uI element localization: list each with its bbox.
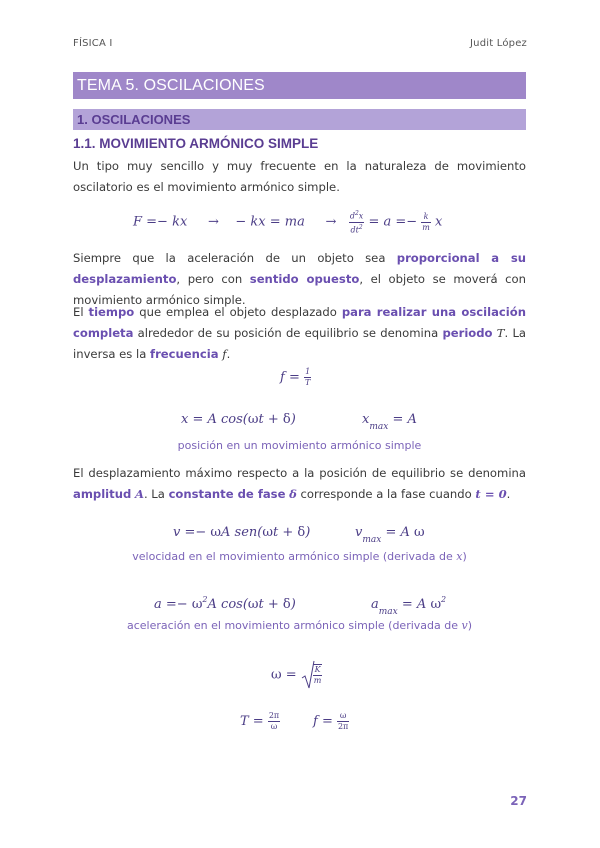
equation-frequency-omega: f = $\frac{\omega}{2\pi}$ — [313, 711, 349, 731]
equation-acceleration: $a =- \omega^2A$ cos(ωt + δ) — [154, 595, 296, 612]
equation-velocity: v =− ωA sen(ωt + δ) — [173, 525, 311, 540]
equation-position: x = A cos(ωt + δ) — [181, 412, 296, 427]
equation-max-position: $x_{max} = A$ — [362, 412, 417, 432]
equation-frequency: f = $\frac{1}{T}$ — [280, 367, 311, 387]
equation-angular-frequency: ω = $\frac{K}{m}$ — [271, 660, 322, 690]
equation-max-acceleration: $a_{max} = A$ $\omega^2$ — [371, 595, 447, 617]
caption-acceleration: aceleración en el movimiento armónico simple (derivada de v) — [126, 619, 473, 632]
chapter-title: TEMA 5. OSCILACIONES — [73, 72, 526, 99]
period-paragraph: El tiempo que emplea el objeto desplazado para realizar una oscilación completa alrededor de su posición de equilibrio se denomina periodo T. La inversa es la frecuencia f. — [73, 305, 527, 361]
amplitude-paragraph: El desplazamiento máximo respecto a la posición de equilibrio se denomina amplitud A. La constante de fase δ corresponde a la fase cuando t = 0. — [73, 466, 526, 501]
intro-paragraph: Un tipo muy sencillo y muy frecuente en la naturaleza de movimiento oscilatorio es el movimiento armónico simple. — [73, 159, 526, 194]
caption-position: posición en un movimiento armónico simple — [177, 439, 422, 452]
caption-velocity: velocidad en el movimiento armónico simple (derivada de x) — [132, 550, 467, 563]
header-author: Judit López — [470, 38, 527, 49]
subsection-title: 1.1. MOVIMIENTO ARMÓNICO SIMPLE — [73, 136, 319, 151]
page-number: 27 — [510, 794, 527, 808]
equation-max-velocity: $v_{max} = A$ ω — [355, 525, 425, 545]
equation-hooke: F =− kx → − kx = ma → $\frac{d^2x}{dt^2}$ = a =− $\frac{k}{m}$ x — [133, 210, 443, 235]
header-course: FÍSICA I — [73, 38, 113, 49]
section-title: 1. OSCILACIONES — [73, 109, 526, 130]
equation-period: T = $\frac{2\pi}{\omega}$ — [240, 711, 280, 731]
acceleration-paragraph: Siempre que la aceleración de un objeto sea proporcional a su desplazamiento, pero con sentido opuesto, el objeto se moverá con movimiento armónico simple. — [73, 251, 527, 307]
